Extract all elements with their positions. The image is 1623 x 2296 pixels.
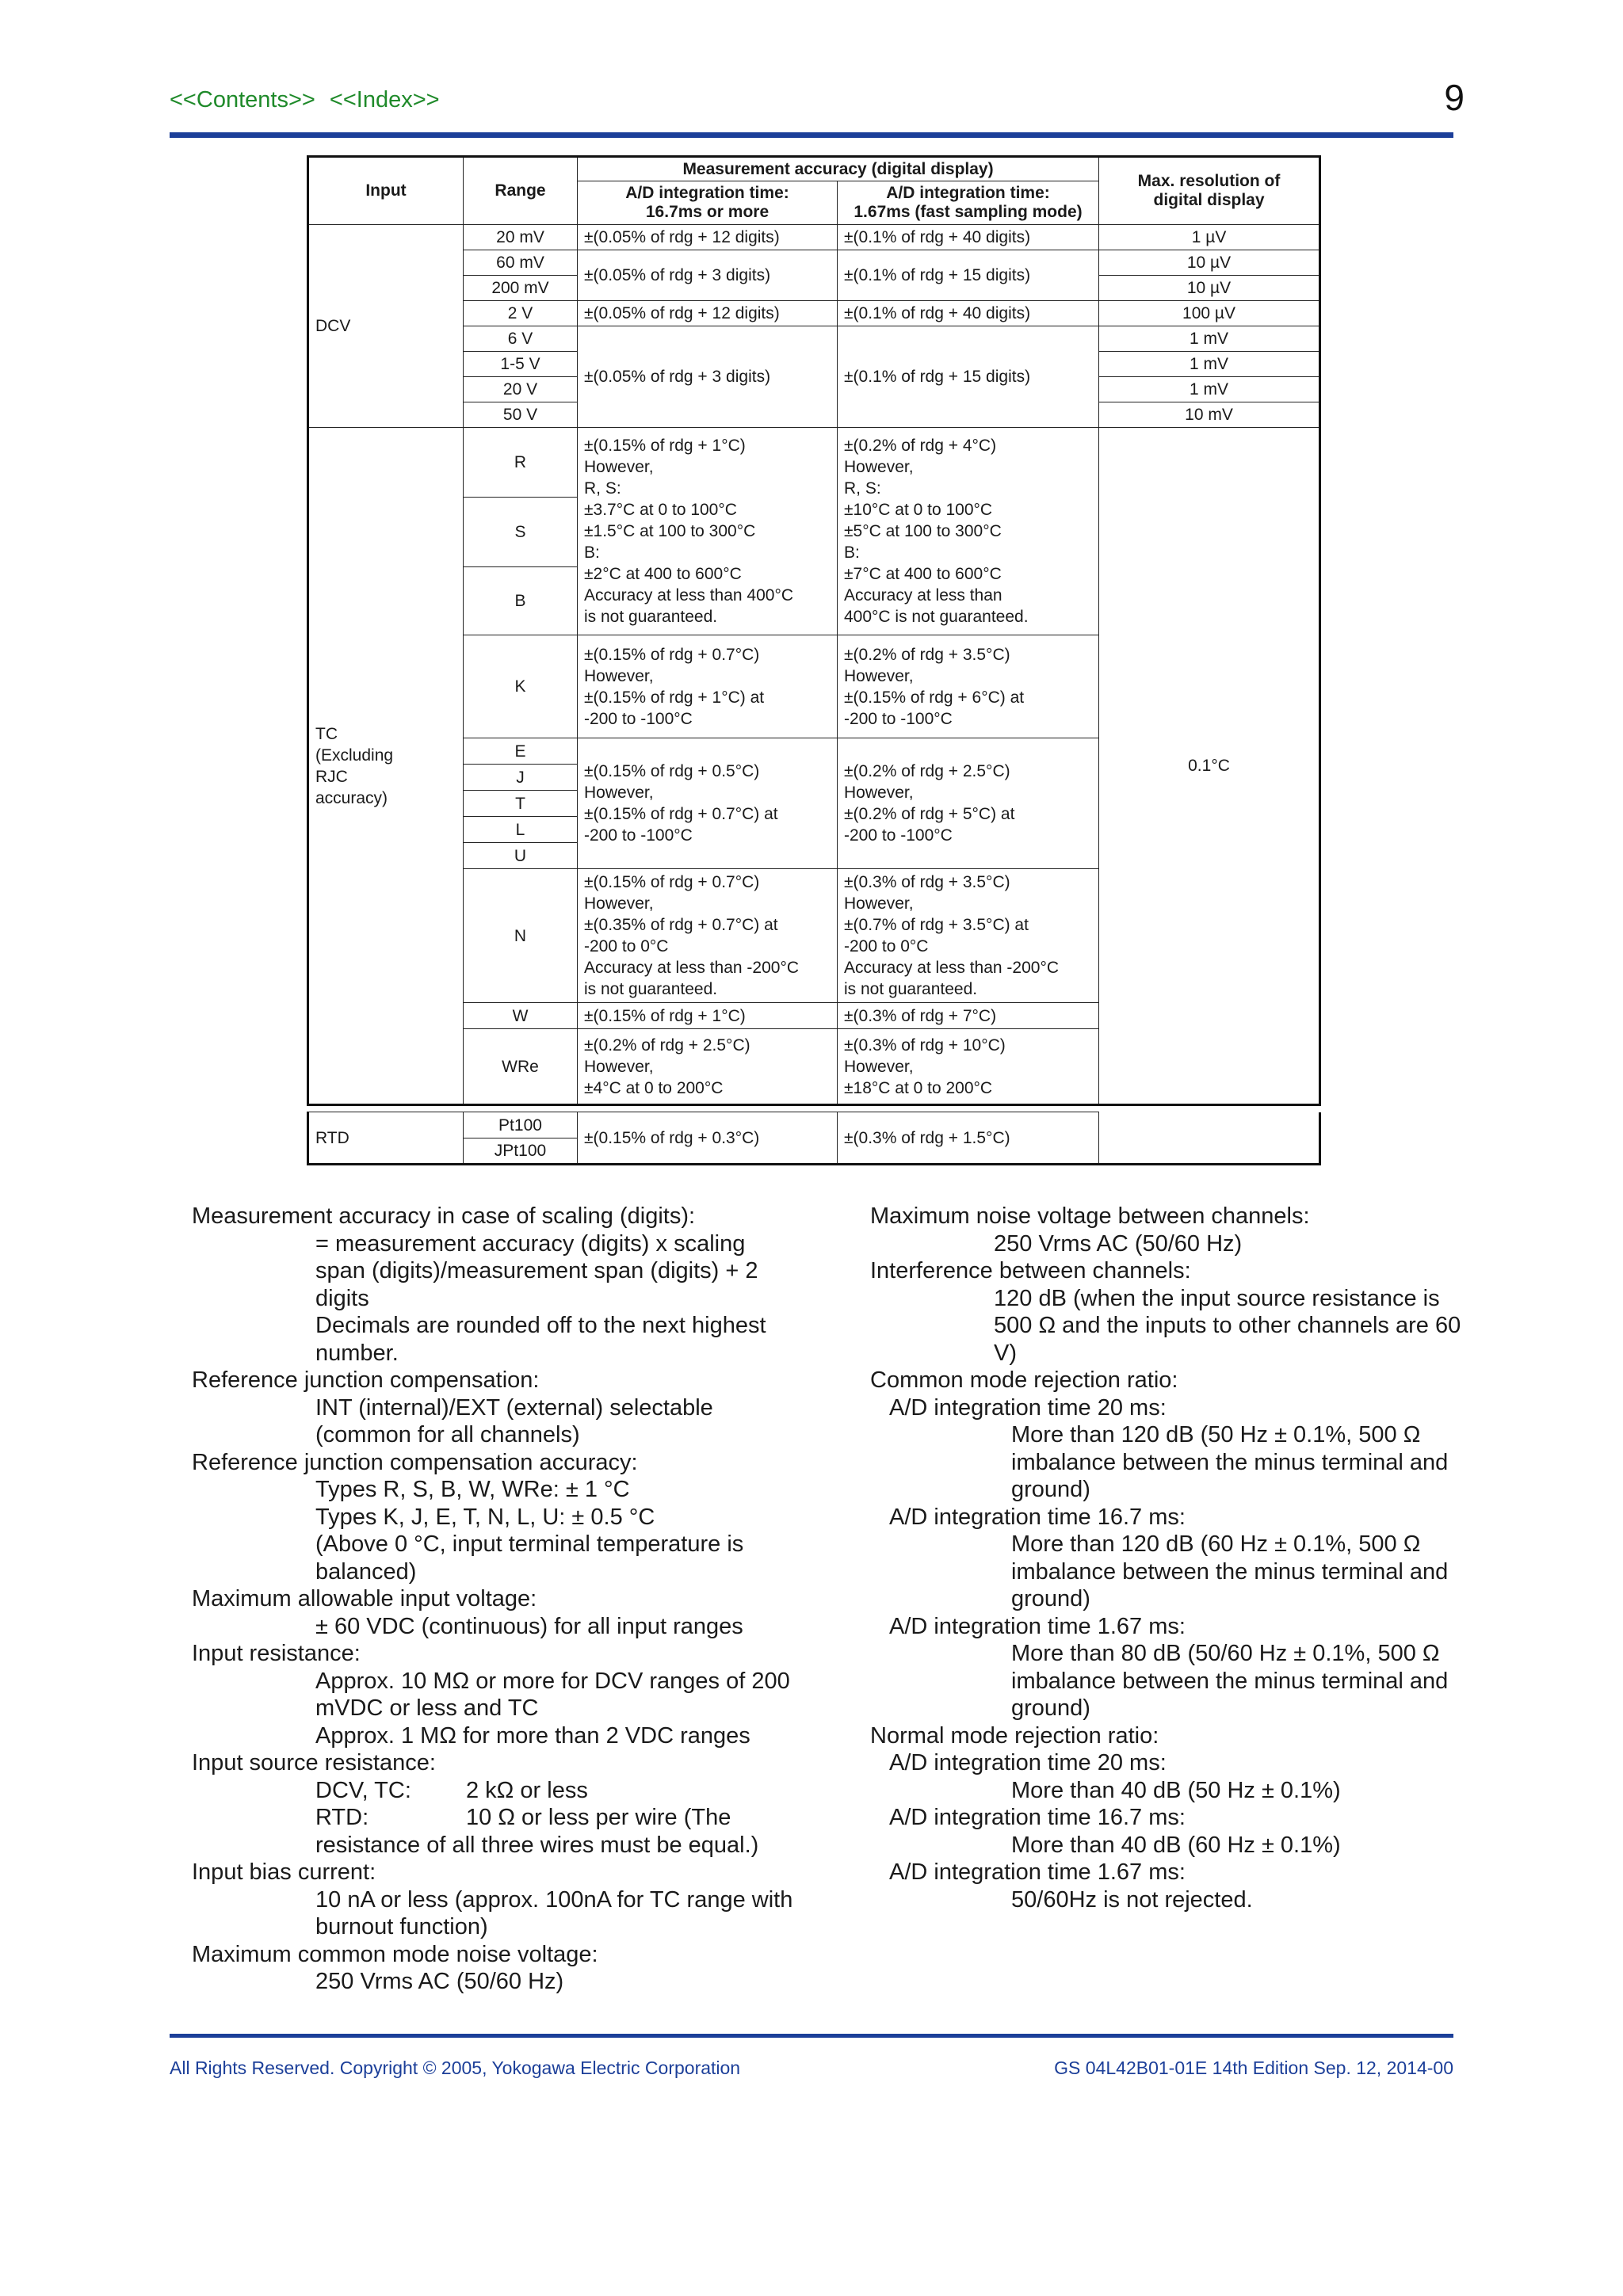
header-links	[170, 87, 448, 113]
page-number: 9	[1444, 77, 1465, 118]
resolution-cell: 10 µV	[1099, 250, 1320, 276]
resolution-cell: 1 mV	[1099, 352, 1320, 377]
spec-title: Measurement accuracy in case of scaling (digits):	[192, 1203, 696, 1229]
spec-value: 10 Ω or less per wire (The	[466, 1805, 731, 1830]
range-cell: N	[464, 869, 578, 1003]
resolution-cell: 10 µV	[1099, 276, 1320, 301]
resolution-cell: 1 µV	[1099, 225, 1320, 250]
rtd-table	[307, 1112, 1321, 1165]
th-ad-16: A/D integration time: 16.7ms or more	[578, 181, 838, 225]
range-cell: L	[464, 817, 578, 843]
spec-title: Reference junction compensation:	[192, 1367, 540, 1393]
dcv-label: DCV	[308, 225, 464, 428]
spec-value: More than 80 dB (50/60 Hz ± 0.1%, 500 Ω imbalance between the minus terminal and ground)	[1011, 1641, 1449, 1721]
spec-title: Common mode rejection ratio:	[870, 1367, 1178, 1393]
range-cell: S	[464, 498, 578, 567]
spec-value: 2 kΩ or less	[466, 1777, 588, 1803]
spec-title: Input source resistance:	[192, 1750, 436, 1775]
spec-value: More than 40 dB (60 Hz ± 0.1%)	[1011, 1832, 1341, 1858]
spec-value: More than 40 dB (50 Hz ± 0.1%)	[1011, 1777, 1341, 1803]
resolution-cell: 1 mV	[1099, 377, 1320, 402]
range-cell: B	[464, 567, 578, 635]
spec-value: resistance of all three wires must be equal.)	[315, 1832, 759, 1858]
spec-subtitle: A/D integration time 16.7 ms:	[889, 1805, 1186, 1830]
rtd-label: RTD	[308, 1112, 464, 1165]
accuracy-b: ±(0.1% of rdg + 15 digits)	[838, 250, 1099, 301]
accuracy-a: ±(0.15% of rdg + 0.7°C) However, ±(0.15% of rdg + 1°C) at -200 to -100°C	[578, 635, 838, 738]
accuracy-b: ±(0.2% of rdg + 4°C) However, R, S: ±10°C at 0 to 100°C ±5°C at 100 to 300°C B: ±7°C at 400 to 600°C Accuracy at less than 400°C is not guaranteed.	[838, 428, 1099, 635]
spec-value: Types K, J, E, T, N, L, U: ± 0.5 °C	[315, 1504, 655, 1530]
spec-title: Maximum allowable input voltage:	[192, 1586, 537, 1611]
accuracy-table	[307, 155, 1321, 1106]
range-cell: 60 mV	[464, 250, 578, 276]
accuracy-b: ±(0.2% of rdg + 3.5°C) However, ±(0.15% of rdg + 6°C) at -200 to -100°C	[838, 635, 1099, 738]
footer-rule	[170, 2034, 1453, 2038]
spec-subtitle: A/D integration time 16.7 ms:	[889, 1504, 1186, 1530]
range-cell: WRe	[464, 1029, 578, 1105]
spec-value: 250 Vrms AC (50/60 Hz)	[994, 1230, 1243, 1257]
spec-value: Types R, S, B, W, WRe: ± 1 °C	[315, 1477, 630, 1502]
th-accuracy: Measurement accuracy (digital display)	[578, 157, 1099, 181]
spec-key: DCV, TC:	[315, 1777, 411, 1803]
range-cell: Pt100	[464, 1112, 578, 1138]
table-row	[308, 428, 1320, 498]
accuracy-a: ±(0.15% of rdg + 0.3°C)	[578, 1112, 838, 1165]
range-cell: J	[464, 765, 578, 791]
tc-label: TC (Excluding RJC accuracy)	[308, 428, 464, 1105]
spec-title: Input resistance:	[192, 1641, 361, 1666]
table-row	[308, 1112, 1320, 1138]
spec-value: Approx. 10 MΩ or more for DCV ranges of 200 mVDC or less and TC	[315, 1668, 790, 1721]
spec-subtitle: A/D integration time 20 ms:	[889, 1750, 1167, 1775]
spec-value: More than 120 dB (60 Hz ± 0.1%, 500 Ω imbalance between the minus terminal and ground)	[1011, 1531, 1449, 1611]
spec-title: Reference junction compensation accuracy:	[192, 1449, 638, 1475]
left-spec-column	[192, 1203, 794, 1996]
range-cell: 6 V	[464, 326, 578, 352]
accuracy-b: ±(0.3% of rdg + 1.5°C)	[838, 1112, 1099, 1165]
accuracy-a: ±(0.05% of rdg + 3 digits)	[578, 250, 838, 301]
accuracy-a: ±(0.15% of rdg + 0.7°C) However, ±(0.35% of rdg + 0.7°C) at -200 to 0°C Accuracy at less than -200°C is not guaranteed.	[578, 869, 838, 1003]
spec-title: Input bias current:	[192, 1859, 376, 1885]
spec-title: Maximum noise voltage between channels:	[870, 1203, 1310, 1229]
spec-value: 250 Vrms AC (50/60 Hz)	[315, 1969, 564, 1994]
range-cell: T	[464, 791, 578, 817]
spec-subtitle: A/D integration time 1.67 ms:	[889, 1859, 1186, 1885]
accuracy-a: ±(0.05% of rdg + 12 digits)	[578, 301, 838, 326]
spec-value: 10 nA or less (approx. 100nA for TC range with burnout function)	[315, 1886, 793, 1939]
spec-title: Interference between channels:	[870, 1258, 1191, 1283]
tc-resolution: 0.1°C	[1099, 428, 1320, 1105]
range-cell: R	[464, 428, 578, 498]
th-ad-167: A/D integration time: 1.67ms (fast sampling mode)	[838, 181, 1099, 225]
accuracy-b: ±(0.1% of rdg + 40 digits)	[838, 225, 1099, 250]
spec-value: ± 60 VDC (continuous) for all input ranges	[315, 1613, 743, 1639]
range-cell: W	[464, 1003, 578, 1029]
range-cell: 2 V	[464, 301, 578, 326]
range-cell: JPt100	[464, 1138, 578, 1165]
accuracy-b: ±(0.3% of rdg + 10°C) However, ±18°C at 0 to 200°C	[838, 1029, 1099, 1105]
spec-value	[192, 1777, 794, 1805]
spec-value: INT (internal)/EXT (external) selectable (common for all channels)	[315, 1394, 713, 1447]
footer-copyright: All Rights Reserved. Copyright © 2005, Yokogawa Electric Corporation	[170, 2058, 741, 2078]
range-cell: E	[464, 738, 578, 765]
range-cell: U	[464, 843, 578, 869]
spec-title: Maximum common mode noise voltage:	[192, 1941, 598, 1967]
spec-value: Decimals are rounded off to the next highest number.	[315, 1313, 766, 1366]
header-rule	[170, 132, 1453, 138]
table-row	[308, 225, 1320, 250]
right-spec-column	[870, 1203, 1472, 1913]
accuracy-a: ±(0.2% of rdg + 2.5°C) However, ±4°C at 0 to 200°C	[578, 1029, 838, 1105]
range-cell: 20 V	[464, 377, 578, 402]
th-input: Input	[308, 157, 464, 225]
range-cell: 200 mV	[464, 276, 578, 301]
accuracy-a: ±(0.15% of rdg + 1°C) However, R, S: ±3.7°C at 0 to 100°C ±1.5°C at 100 to 300°C B: ±2°C at 400 to 600°C Accuracy at less than 400°C is not guaranteed.	[578, 428, 838, 635]
spec-value: 120 dB (when the input source resistance is 500 Ω and the inputs to other channels are 60 V)	[994, 1285, 1461, 1366]
footer-doc-id: GS 04L42B01-01E 14th Edition Sep. 12, 2014-00	[1054, 2058, 1453, 2078]
spec-value: = measurement accuracy (digits) x scaling span (digits)/measurement span (digits) + 2 digits	[315, 1230, 758, 1311]
spec-value: 50/60Hz is not rejected.	[1011, 1886, 1253, 1913]
resolution-cell: 10 mV	[1099, 402, 1320, 428]
th-range: Range	[464, 157, 578, 225]
rtd-resolution	[1099, 1112, 1320, 1165]
range-cell: 1-5 V	[464, 352, 578, 377]
spec-title: Normal mode rejection ratio:	[870, 1722, 1159, 1749]
accuracy-a: ±(0.15% of rdg + 1°C)	[578, 1003, 838, 1029]
spec-key: RTD:	[315, 1805, 369, 1830]
spec-value	[192, 1804, 794, 1832]
accuracy-a: ±(0.05% of rdg + 3 digits)	[578, 326, 838, 428]
spec-value: (Above 0 °C, input terminal temperature is balanced)	[315, 1531, 744, 1585]
accuracy-b: ±(0.2% of rdg + 2.5°C) However, ±(0.2% of rdg + 5°C) at -200 to -100°C	[838, 738, 1099, 869]
accuracy-b: ±(0.3% of rdg + 7°C)	[838, 1003, 1099, 1029]
spec-subtitle: A/D integration time 1.67 ms:	[889, 1613, 1186, 1639]
accuracy-a: ±(0.15% of rdg + 0.5°C) However, ±(0.15% of rdg + 0.7°C) at -200 to -100°C	[578, 738, 838, 869]
resolution-cell: 100 µV	[1099, 301, 1320, 326]
spec-subtitle: A/D integration time 20 ms:	[889, 1394, 1167, 1421]
range-cell: K	[464, 635, 578, 738]
accuracy-a: ±(0.05% of rdg + 12 digits)	[578, 225, 838, 250]
resolution-cell: 1 mV	[1099, 326, 1320, 352]
accuracy-b: ±(0.1% of rdg + 40 digits)	[838, 301, 1099, 326]
accuracy-b: ±(0.1% of rdg + 15 digits)	[838, 326, 1099, 428]
accuracy-b: ±(0.3% of rdg + 3.5°C) However, ±(0.7% of rdg + 3.5°C) at -200 to 0°C Accuracy at less than -200°C is not guaranteed.	[838, 869, 1099, 1003]
spec-value: Approx. 1 MΩ for more than 2 VDC ranges	[315, 1722, 750, 1749]
spec-value: More than 120 dB (50 Hz ± 0.1%, 500 Ω imbalance between the minus terminal and ground)	[1011, 1422, 1449, 1502]
index-link[interactable]: <<Index>>	[329, 87, 440, 113]
range-cell: 20 mV	[464, 225, 578, 250]
th-max-resolution: Max. resolution of digital display	[1099, 157, 1320, 225]
contents-link[interactable]: <<Contents>>	[170, 87, 315, 113]
range-cell: 50 V	[464, 402, 578, 428]
